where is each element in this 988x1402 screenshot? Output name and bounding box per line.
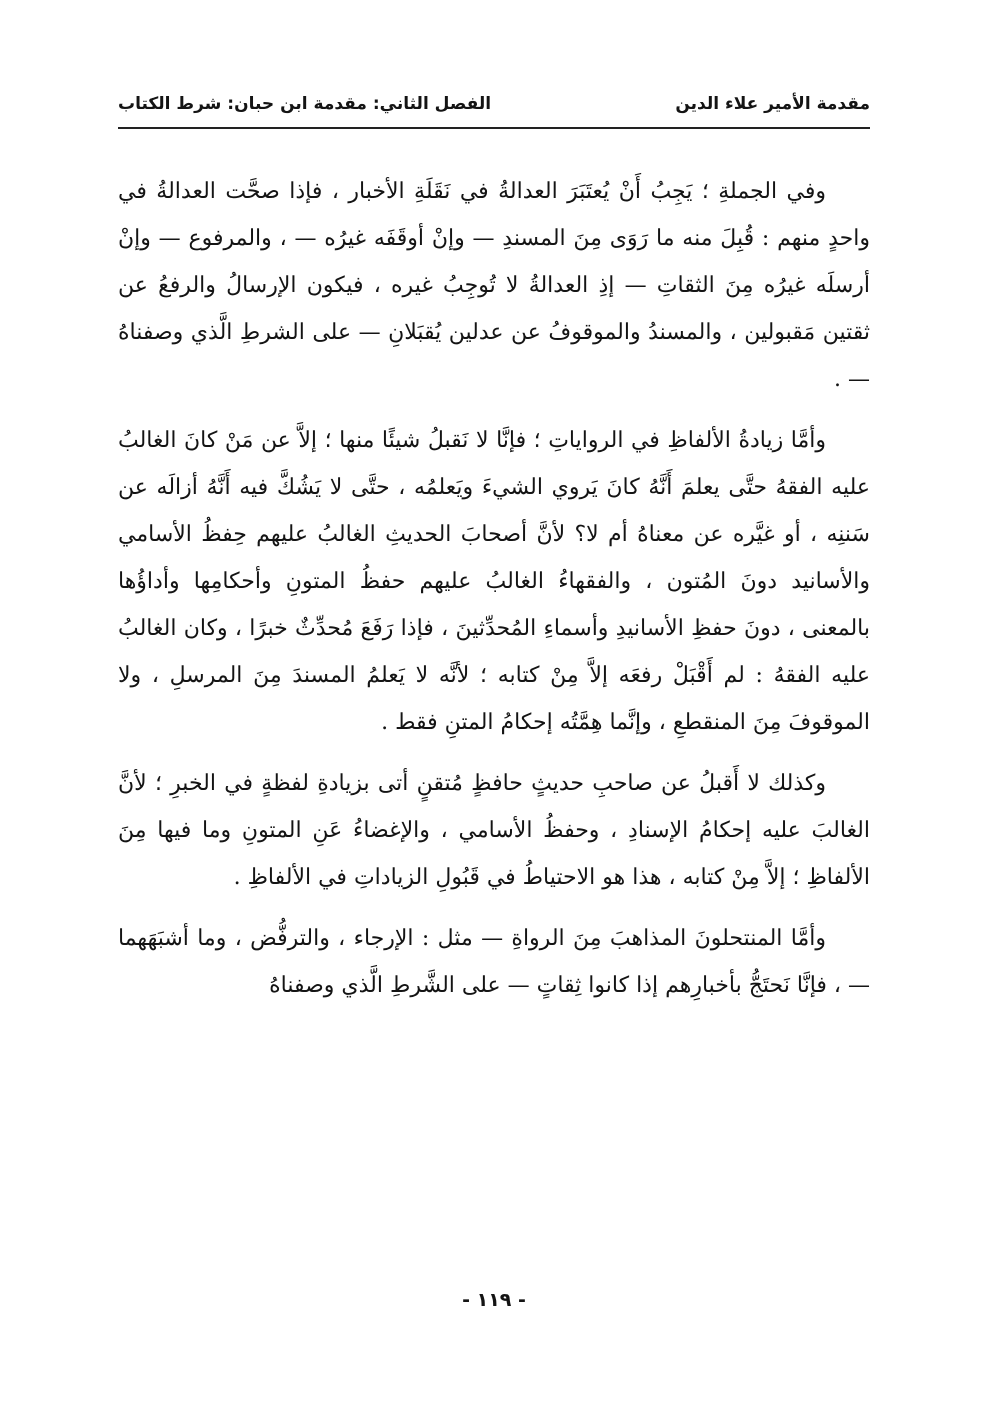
chapter-title: الفصل الثاني: مقدمة ابن حبان: شرط الكتاب — [118, 94, 492, 114]
main-text — [118, 168, 870, 1023]
book-title: مقدمة الأمير علاء الدين — [675, 94, 870, 114]
header-divider — [118, 127, 870, 129]
running-header — [118, 84, 870, 124]
paragraph-3: وكذلك لا أَقبلُ عن صاحبِ حديثٍ حافظٍ مُتقنٍ أتى بزيادةِ لفظةٍ في الخبرِ ؛ لأنَّ الغالبَ عليه إحكامُ الإسنادِ ، وحفظُ الأسامي ، والإغضاءُ عَنِ المتونِ وما فيها مِنَ الألفاظِ ؛ إلاَّ مِنْ كتابه ، هذا هو الاحتياطُ في قَبُولِ الزياداتِ في الألفاظِ . — [118, 771, 870, 890]
paragraph-2: وأمَّا زيادةُ الألفاظِ في الرواياتِ ؛ فإنَّا لا نَقبلُ شيئًا منها ؛ إلاَّ عن مَنْ كانَ الغالبُ عليه الفقهُ حتَّى يعلمَ أَنَّهُ كانَ يَروي الشيءَ ويَعلمُه ، حتَّى لا يَشُكَّ فيه أَنَّهُ أزالَه عن سَننِه ، أو غيَّره عن معناهُ أم لا؟ لأنَّ أصحابَ الحديثِ الغالبُ عليهم حِفظُ الأسامي والأسانيد دونَ المُتون ، والفقهاءُ الغالبُ عليهم حفظُ المتونِ وأحكامِها وأداؤُها بالمعنى ، دونَ حفظِ الأسانيدِ وأسماءِ المُحدِّثينَ ، فإذا رَفَعَ مُحدِّثٌ خبرًا ، وكان الغالبُ عليه الفقهُ : لم أَقْبَلْ رفعَه إلاَّ مِنْ كتابه ؛ لأنَّه لا يَعلمُ المسندَ مِنَ المرسلِ ، ولا الموقوفَ مِنَ المنقطعِ ، وإنَّما هِمَّتُه إحكامُ المتنِ فقط . — [118, 428, 870, 735]
paragraph-4: وأمَّا المنتحلونَ المذاهبَ مِنَ الرواةِ — مثل : الإرجاء ، والترفُّض ، وما أشبَهَهما — ، فإنَّا نَحتَجُّ بأخبارِهم إذا كانوا ثِقاتٍ — على الشَّرطِ الَّذي وصفناهُ — [118, 926, 870, 998]
paragraph-1: وفي الجملةِ ؛ يَجِبُ أَنْ يُعتَبَرَ العدالةُ في نَقَلَةِ الأخبار ، فإذا صحَّت العدالةُ في واحدٍ منهم : قُبِلَ منه ما رَوَى مِنَ المسندِ — وإنْ أوقَفَه غيرُه — ، والمرفوع — وإنْ أرسلَه غيرُه مِنَ الثقاتِ — إذِ العدالةُ لا تُوجِبُ غيره ، فيكون الإرسالُ والرفعُ عن ثقتين مَقبولين ، والمسندُ والموقوفُ عن عدلين يُقبَلانِ — على الشرطِ الَّذي وصفناهُ — . — [118, 179, 870, 392]
page-number: - ١١٩ - — [462, 1289, 526, 1311]
